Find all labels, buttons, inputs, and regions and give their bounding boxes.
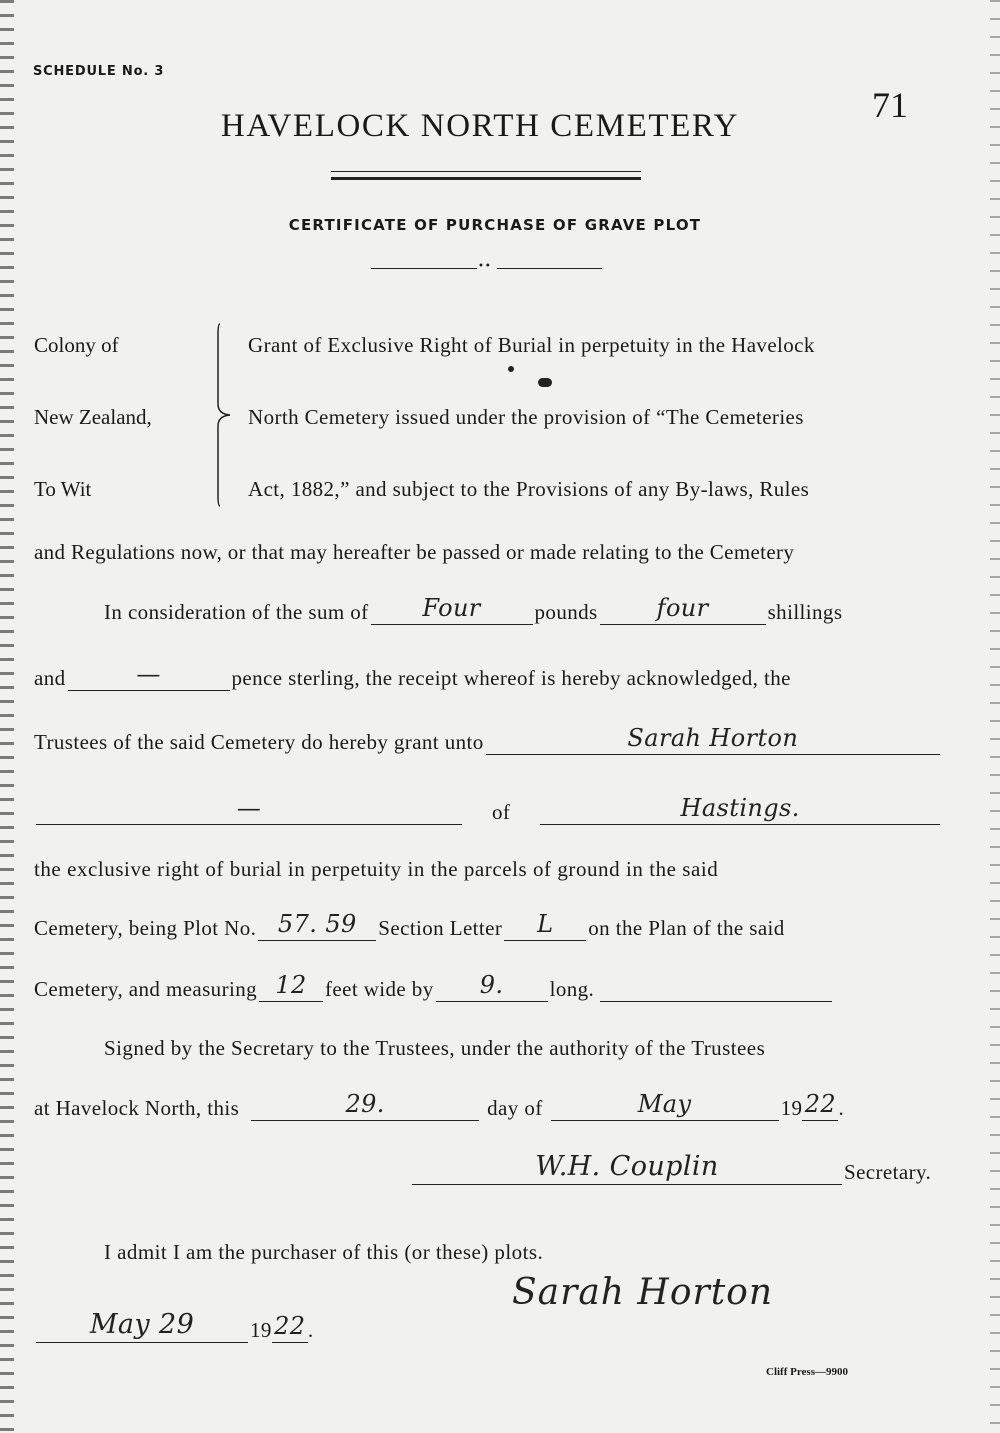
- and-label: and: [34, 666, 66, 690]
- plot-field: [258, 910, 376, 941]
- plot-label: Cemetery, being Plot No.: [34, 916, 257, 940]
- ornament-rule-right: [497, 268, 602, 269]
- scan-edge-left: [0, 0, 14, 1433]
- admission-text: I admit I am the purchaser of this (or these) plots.: [104, 1240, 544, 1264]
- trustees-row: [34, 724, 942, 755]
- shillings-label: shillings: [767, 600, 843, 624]
- year-end: .: [838, 1096, 845, 1120]
- ornament-rule-left: [371, 268, 477, 269]
- grantee-extra: —: [236, 794, 262, 822]
- ink-spot: [508, 366, 514, 372]
- pence-label: pence sterling, the receipt whereof is hereby acknowledged, the: [231, 666, 791, 690]
- admission-date: May 29: [89, 1309, 195, 1340]
- year-field: [802, 1090, 838, 1121]
- section-letter: L: [537, 910, 554, 938]
- admission-year-end: .: [307, 1318, 314, 1342]
- grant-line-3: Act, 1882,” and subject to the Provisions of any By-laws, Rules: [248, 477, 810, 501]
- secretary-signature-field: [412, 1151, 842, 1185]
- grant-line-2: North Cemetery issued under the provision of “The Cemeteries: [248, 405, 804, 429]
- plot-number: 57. 59: [277, 910, 357, 938]
- length-label: long.: [549, 977, 595, 1001]
- consideration-text: In consideration of the sum of: [104, 600, 369, 624]
- colony-label: Colony of: [34, 333, 119, 357]
- admission-year-prefix: 19: [250, 1318, 272, 1342]
- admission-date-field: [36, 1309, 248, 1343]
- title-rule-top: [331, 171, 641, 172]
- measure-label: Cemetery, and measuring: [34, 977, 258, 1001]
- grantee-field: [486, 724, 940, 755]
- brace-icon: [210, 322, 240, 508]
- purchaser-signature: Sarah Horton: [512, 1272, 774, 1313]
- pounds-label: pounds: [534, 600, 598, 624]
- width-field: [259, 971, 323, 1002]
- plan-text: on the Plan of the said: [588, 916, 785, 940]
- grant-line-4: and Regulations now, or that may hereafter be passed or made relating to the Cemetery: [34, 540, 795, 564]
- schedule-label: SCHEDULE No. 3: [33, 64, 165, 79]
- month-field: [551, 1090, 779, 1121]
- title-rule-bottom: [331, 177, 641, 180]
- length-value: 9.: [479, 971, 504, 999]
- section-field: [504, 910, 586, 941]
- measure-row: [34, 971, 942, 1002]
- admission-year-field: [272, 1312, 308, 1343]
- pounds-value: Four: [422, 594, 481, 622]
- to-wit-label: To Wit: [34, 477, 92, 501]
- ink-blot: [538, 378, 552, 387]
- residence-row: [34, 794, 942, 825]
- year-value: 22: [804, 1090, 837, 1118]
- shillings-field: [600, 594, 766, 625]
- grant-line-1: Grant of Exclusive Right of Burial in perpetuity in the Havelock: [248, 333, 815, 357]
- length-field: [436, 971, 548, 1002]
- of-label: of: [492, 800, 511, 824]
- pounds-field: [371, 594, 533, 625]
- signed-text: Signed by the Secretary to the Trustees, under the authority of the Trustees: [104, 1036, 766, 1060]
- ornament-dots: ••: [478, 261, 492, 272]
- admission-year: 22: [274, 1312, 306, 1340]
- consideration-row: [34, 594, 942, 625]
- section-label: Section Letter: [378, 916, 503, 940]
- new-zealand-label: New Zealand,: [34, 405, 152, 429]
- secretary-signature: W.H. Couplin: [535, 1151, 719, 1182]
- day-field: [251, 1090, 479, 1121]
- shillings-value: four: [656, 594, 709, 622]
- pence-row: [34, 660, 942, 691]
- pence-field: [68, 660, 230, 691]
- year-prefix: 19: [780, 1096, 803, 1120]
- page-title: HAVELOCK NORTH CEMETERY: [220, 108, 740, 144]
- trustees-text: Trustees of the said Cemetery do hereby grant unto: [34, 730, 484, 754]
- secretary-row: [410, 1151, 944, 1185]
- secretary-label: Secretary.: [844, 1160, 932, 1184]
- date-row: [34, 1090, 942, 1121]
- day-label: day of: [487, 1096, 543, 1120]
- grantee-extra-field: [36, 794, 462, 825]
- page-number: 71: [872, 85, 908, 125]
- month-value: May: [637, 1090, 692, 1118]
- grantee-name: Sarah Horton: [627, 724, 799, 752]
- day-value: 29.: [345, 1090, 385, 1118]
- place-value: Hastings.: [680, 794, 800, 822]
- width-label: feet wide by: [325, 977, 434, 1001]
- certificate-subtitle: CERTIFICATE OF PURCHASE OF GRAVE PLOT: [288, 216, 702, 234]
- at-text: at Havelock North, this: [34, 1096, 240, 1120]
- right-text: the exclusive right of burial in perpetuity in the parcels of ground in the said: [34, 857, 719, 881]
- printer-imprint: Cliff Press—9900: [766, 1366, 848, 1378]
- pence-value: —: [136, 660, 161, 688]
- admission-date-row: [34, 1309, 454, 1343]
- place-field: [540, 794, 940, 825]
- measure-trailing-line: [600, 979, 832, 1002]
- plot-row: [34, 910, 942, 941]
- width-value: 12: [275, 971, 307, 999]
- scan-edge-right: [990, 0, 1000, 1433]
